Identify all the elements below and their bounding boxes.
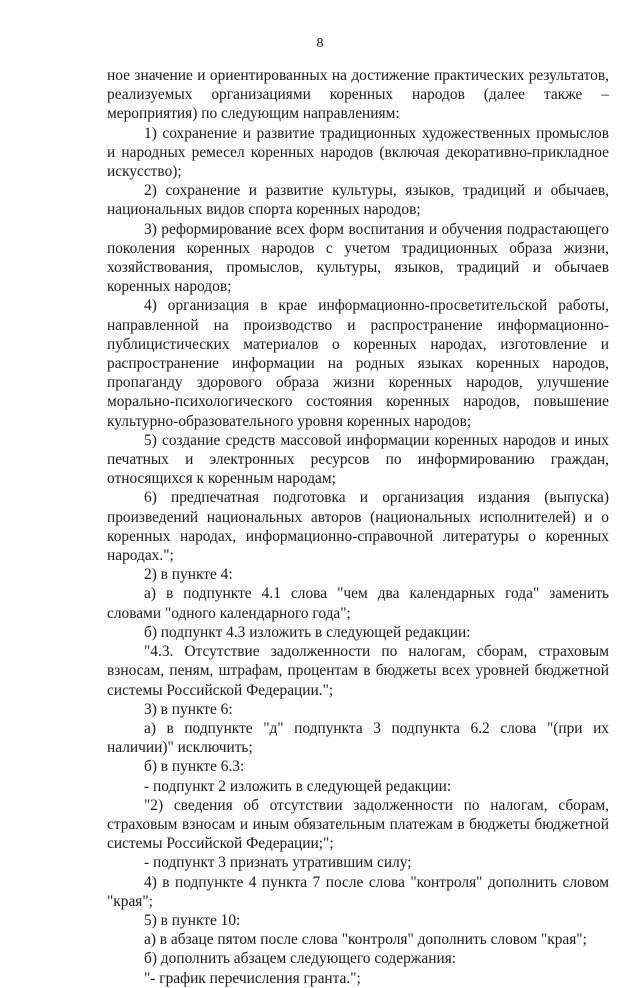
paragraph: а) в подпункте 4.1 слова "чем два календарных года" заменить словами "одного календарного года"; [107, 585, 609, 622]
paragraph: 5) в пункте 10: [144, 911, 241, 929]
document-body [107, 66, 609, 988]
paragraph: 4) в подпункте 4 пункта 7 после слова "контроля" дополнить словом "края"; [107, 873, 609, 910]
paragraph: "2) сведения об отсутствии задолженности по налогам, сборам, страховым взносам и иным обязательным платежам в бюджеты бюджетной системы Российской Федерации;"; [107, 796, 609, 853]
paragraph: - подпункт 3 признать утратившим силу; [144, 854, 412, 872]
paragraph: 4) организация в крае информационно-просветительской работы, направленной на производство и распространение информационно-публицистических материалов о коренных народах, изготовление и распространение информации на родных языках коренных народов, пропаганду здорового образа жизни коренных народов, улучшение морально-психологического состояния коренных народов, повышение культурно-образовательного уровня коренных народов; [107, 297, 609, 430]
paragraph: 1) сохранение и развитие традиционных художественных промыслов и народных ремесел коренных народов (включая декоративно-прикладное искусство); [107, 124, 609, 181]
paragraph: 5) создание средств массовой информации коренных народов и иных печатных и электронных ресурсов по информированию граждан, относящихся к коренным народам; [107, 431, 609, 488]
page-number: 8 [316, 36, 324, 51]
paragraph: а) в подпункте "д" подпункта 3 подпункта 6.2 слова "(при их наличии)" исключить; [107, 719, 609, 757]
paragraph: "- график перечисления гранта."; [144, 969, 361, 987]
paragraph: б) в пункте 6.3: [144, 758, 245, 776]
paragraph: "4.3. Отсутствие задолженности по налогам, сборам, страховым взносам, пеням, штрафам, процентам в бюджеты всех уровней бюджетной системы Российской Федерации."; [107, 643, 609, 699]
paragraph: 3) реформирование всех форм воспитания и обучения подрастающего поколения коренных народов с учетом традиционных образа жизни, хозяйствования, промыслов, культуры, языков, традиций и обычаев коренных народов; [107, 220, 609, 296]
paragraph: 2) в пункте 4: [144, 566, 233, 584]
paragraph: 2) сохранение и развитие культуры, языков, традиций и обычаев, национальных видов спорта коренных народов; [107, 182, 609, 219]
paragraph: а) в абзаце пятом после слова "контроля" дополнить словом "края"; [144, 931, 587, 949]
paragraph: 3) в пункте 6: [144, 700, 233, 718]
paragraph: 6) предпечатная подготовка и организация издания (выпуска) произведений национальных авторов (национальных исполнителей) и о коренных народах, информационно-справочной литературы о коренных народах."; [107, 489, 609, 565]
paragraph: ное значение и ориентированных на достижение практических результатов, реализуемых организациями коренных народов (далее также – мероприятия) по следующим направлениям: [107, 67, 609, 123]
paragraph: б) подпункт 4.3 изложить в следующей редакции: [144, 623, 471, 641]
paragraph: б) дополнить абзацем следующего содержания: [144, 950, 457, 968]
paragraph: - подпункт 2 изложить в следующей редакции: [144, 777, 452, 795]
